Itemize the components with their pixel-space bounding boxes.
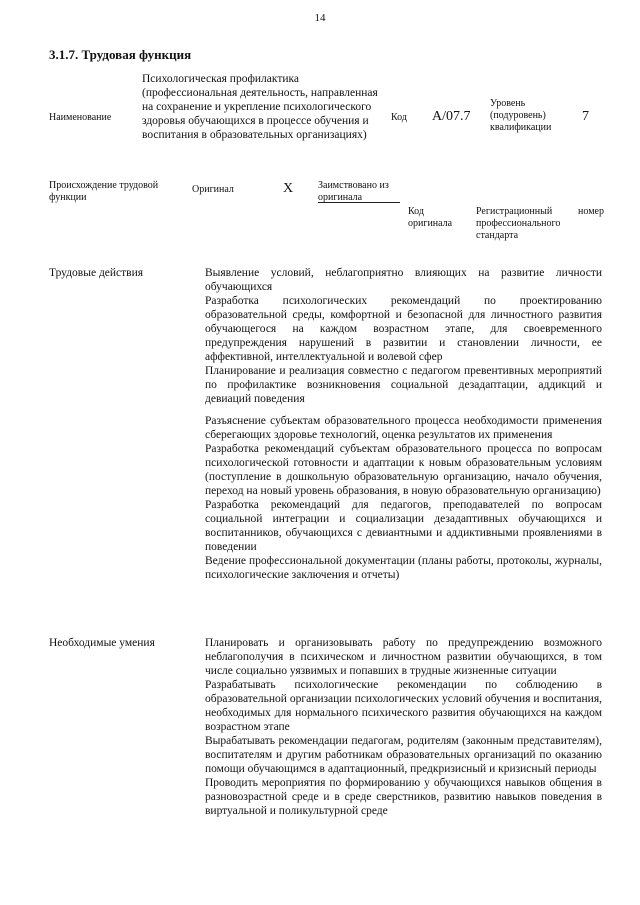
skill-item: Проводить мероприятия по формированию у обучающихся навыков общения в разновозрастной среде и в среде сверстников, развитию навыков поведения в виртуальной и поликультурной среде bbox=[205, 777, 602, 817]
name-label: Наименование bbox=[49, 112, 112, 123]
code-original-label: Код оригинала bbox=[408, 206, 453, 229]
level-label: Уровень (подуровень) квалификации bbox=[490, 98, 552, 133]
code-value: А/07.7 bbox=[432, 109, 471, 124]
labor-action: Разработка рекомендаций субъектам образовательного процесса по вопросам психологической готовности и адаптации к новым образовательным условиям (поступление в дошкольную образовательную организацию, начало обучения, переход на новый уровень образования, в новую образовательную организацию) bbox=[205, 443, 602, 497]
labor-action: Разъяснение субъектам образовательного процесса необходимости применения сберегающих здоровье технологий, оценка результатов их применения bbox=[205, 415, 602, 441]
labor-actions-list bbox=[205, 266, 602, 582]
labor-action: Разработка рекомендаций для педагогов, преподавателей по вопросам социальной интеграции и социализации дезадаптивных обучающихся и воспитанников, обучающихся с девиантными и аддиктивными проявлениями в поведении bbox=[205, 499, 602, 553]
labor-actions-label: Трудовые действия bbox=[49, 267, 144, 279]
level-value: 7 bbox=[582, 109, 589, 124]
page-number: 14 bbox=[314, 12, 326, 24]
original-mark: Х bbox=[283, 181, 294, 196]
skill-item: Планировать и организовывать работу по предупреждению возможного неблагополучия в психическом и личностном развитии обучающихся, в том числе социально уязвимых и попавших в трудные жизненные ситуации bbox=[205, 637, 602, 677]
labor-action: Разработка психологических рекомендаций по проектированию образовательной среды, комфортной и безопасной для личностного развития обучающегося на каждом возрастном этапе, для своевременного предупреждения нарушений в развитии и становлении личности, ее аффективной, интеллектуальной и волевой сфер bbox=[205, 295, 602, 363]
labor-action: Ведение профессиональной документации (планы работы, протоколы, журналы, психологические заключения и отчеты) bbox=[205, 555, 602, 581]
origin-label: Происхождение трудовой функции bbox=[49, 180, 159, 203]
labor-action: Выявление условий, неблагоприятно влияющих на развитие личности обучающихся bbox=[205, 267, 602, 293]
skills-list bbox=[205, 636, 602, 818]
code-label: Код bbox=[391, 112, 407, 123]
skill-item: Вырабатывать рекомендации педагогам, родителям (законным представителям), воспитателям и другим работникам образовательных организаций по оказанию помощи обучающимся в адаптационный, предкризисный и кризисный периоды bbox=[205, 735, 602, 775]
borrowed-label: Заимствовано из оригинала bbox=[318, 180, 389, 203]
skills-label: Необходимые умения bbox=[49, 637, 155, 649]
section-title: 3.1.7. Трудовая функция bbox=[49, 47, 192, 62]
borrowed-underline bbox=[318, 202, 400, 203]
original-label: Оригинал bbox=[192, 184, 234, 195]
skill-item: Разрабатывать психологические рекомендации по соблюдению в образовательной организации психологических условий обучения и воспитания, необходимых для нормального психического развития обучающихся на каждом возрастном этапе bbox=[205, 679, 602, 733]
labor-action: Планирование и реализация совместно с педагогом превентивных мероприятий по профилактике возникновения социальной дезадаптации, аддикций и девиаций поведения bbox=[205, 365, 602, 405]
function-name: Психологическая профилактика (профессиональная деятельность, направленная на сохранение и укрепление психологического здоровья обучающихся в процессе обучения и воспитания в образовательных организациях) bbox=[142, 73, 378, 141]
reg-number-label: Регистрационный номер профессионального стандарта bbox=[476, 206, 604, 241]
